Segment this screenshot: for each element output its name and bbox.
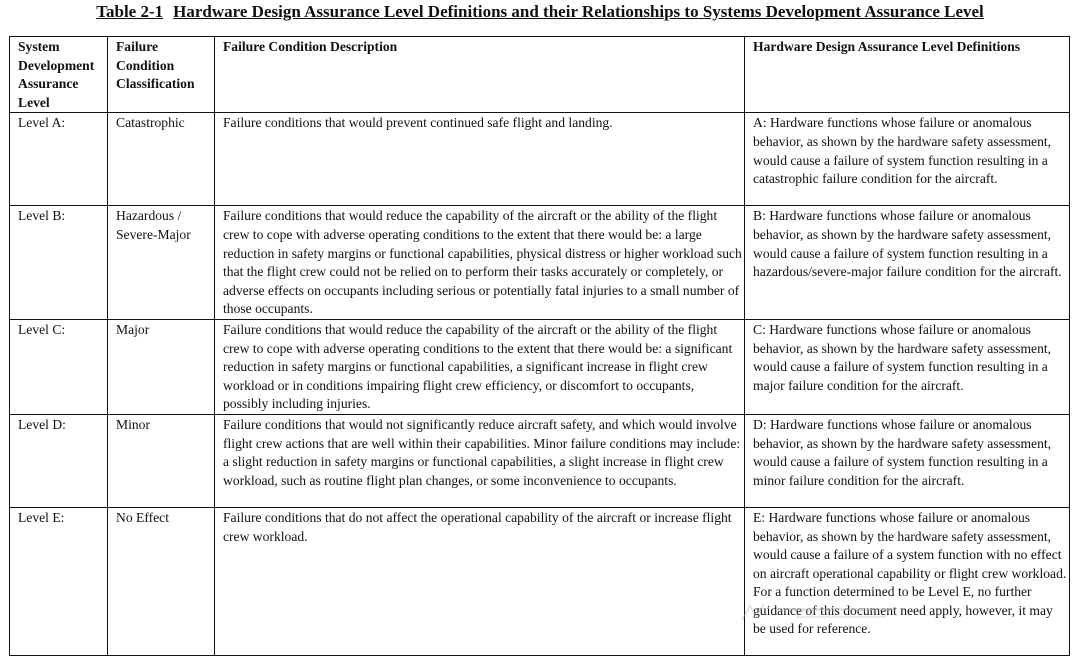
cell-level: Level E: bbox=[10, 507, 108, 655]
cell-definition: B: Hardware functions whose failure or anomalous behavior, as shown by the hardware safety assessment, would cause a failure of system function resulting in a hazardous/severe-major failure condition for the aircraft. bbox=[745, 206, 1070, 320]
header-failure-classification: Failure Condition Classification bbox=[108, 37, 215, 113]
table-row bbox=[10, 206, 1070, 320]
table-row bbox=[10, 507, 1070, 655]
cell-description: Failure conditions that do not affect the operational capability of the aircraft or increase flight crew workload. bbox=[215, 507, 745, 655]
cell-classification: Hazardous / Severe-Major bbox=[108, 206, 215, 320]
cell-level: Level A: bbox=[10, 113, 108, 206]
cell-level: Level C: bbox=[10, 319, 108, 414]
table-row bbox=[10, 113, 1070, 206]
cell-level: Level D: bbox=[10, 414, 108, 507]
table-row bbox=[10, 414, 1070, 507]
cell-definition: A: Hardware functions whose failure or anomalous behavior, as shown by the hardware safety assessment, would cause a failure of system function resulting in a catastrophic failure condition for the aircraft. bbox=[745, 113, 1070, 206]
cell-classification: Catastrophic bbox=[108, 113, 215, 206]
assurance-level-table bbox=[9, 36, 1070, 656]
cell-description: Failure conditions that would prevent continued safe flight and landing. bbox=[215, 113, 745, 206]
table-row bbox=[10, 319, 1070, 414]
table-number: Table 2-1 bbox=[96, 2, 164, 21]
cell-definition: E: Hardware functions whose failure or anomalous behavior, as shown by the hardware safety assessment, would cause a failure of a system function with no effect on aircraft operational capability or flight crew workload. For a function determined to be Level E, no further guidance of this document need apply, however, it may be used for reference. bbox=[745, 507, 1070, 655]
header-system-level: System Development Assurance Level bbox=[10, 37, 108, 113]
cell-classification: Minor bbox=[108, 414, 215, 507]
cell-level: Level B: bbox=[10, 206, 108, 320]
header-hardware-definitions: Hardware Design Assurance Level Definitions bbox=[745, 37, 1070, 113]
cell-description: Failure conditions that would not significantly reduce aircraft safety, and which would involve flight crew actions that are well within their capabilities. Minor failure conditions may include: a slight reduction in safety margins or functional capabilities, a slight increase in flight crew workload, such as routine flight plan changes, or some inconvenience to occupants. bbox=[215, 414, 745, 507]
cell-description: Failure conditions that would reduce the capability of the aircraft or the ability of the flight crew to cope with adverse operating conditions to the extent that there would be: a significant reduction in safety margins or functional capabilities, a significant increase in flight crew workload or in conditions impairing flight crew efficiency, or discomfort to occupants, possibly including injuries. bbox=[215, 319, 745, 414]
table-title: Hardware Design Assurance Level Definitions and their Relationships to Systems Development Assurance Level bbox=[173, 2, 984, 21]
cell-description: Failure conditions that would reduce the capability of the aircraft or the ability of the flight crew to cope with adverse operating conditions to the extent that there would be: a large reduction in safety margins or functional capabilities, physical distress or higher workload such that the flight crew could not be relied on to perform their tasks accurately or completely, or adverse effects on occupants including serious or potentially fatal injuries to a small number of those occupants. bbox=[215, 206, 745, 320]
cell-classification: No Effect bbox=[108, 507, 215, 655]
cell-classification: Major bbox=[108, 319, 215, 414]
cell-definition: C: Hardware functions whose failure or anomalous behavior, as shown by the hardware safety assessment, would cause a failure of system function resulting in a major failure condition for the aircraft. bbox=[745, 319, 1070, 414]
header-failure-description: Failure Condition Description bbox=[215, 37, 745, 113]
table-header-row bbox=[10, 37, 1070, 113]
cell-definition: D: Hardware functions whose failure or anomalous behavior, as shown by the hardware safety assessment, would cause a failure of system function resulting in a minor failure condition for the aircraft. bbox=[745, 414, 1070, 507]
table-caption bbox=[0, 2, 1080, 22]
